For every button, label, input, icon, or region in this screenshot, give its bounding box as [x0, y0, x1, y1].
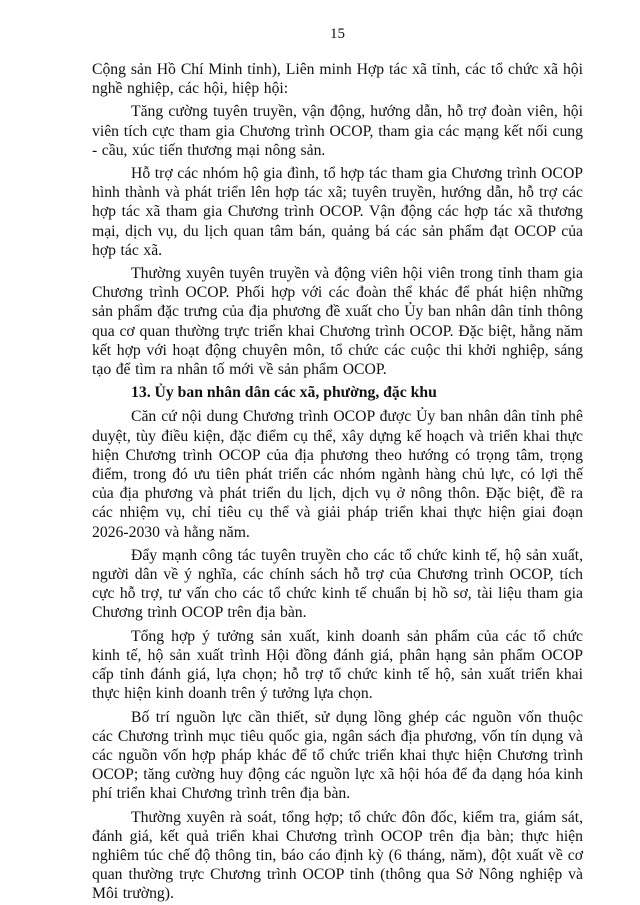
paragraph: Thường xuyên rà soát, tổng hợp; tổ chức đôn đốc, kiểm tra, giám sát, đánh giá, kết quả triển khai Chương trình OCOP trên địa bàn; thực hiện nghiêm túc chế độ thông tin, báo cáo định kỳ (6 tháng, năm), đột xuất về cơ quan thường trực Chương trình OCOP tỉnh (thông qua Sở Nông nghiệp và Môi trường). — [92, 808, 583, 903]
paragraph: Đẩy mạnh công tác tuyên truyền cho các tổ chức kinh tế, hộ sản xuất, người dân về ý nghĩa, các chính sách hỗ trợ của Chương trình OCOP, tích cực hỗ trợ, tư vấn cho các tổ chức kinh tế chuẩn bị hồ sơ, tài liệu tham gia Chương trình OCOP trên địa bàn. — [92, 546, 583, 622]
paragraph: Căn cứ nội dung Chương trình OCOP được Ủy ban nhân dân tỉnh phê duyệt, tùy điều kiện, đặc điểm cụ thể, xây dựng kế hoạch và triển khai thực hiện Chương trình OCOP của địa phương theo hướng có trọng tâm, trọng điểm, trong đó ưu tiên phát triển các nhóm ngành hàng chủ lực, có lợi thế của địa phương và phát triển du lịch, dịch vụ ở nông thôn. Đặc biệt, đề ra các nhiệm vụ, chỉ tiêu cụ thể và giải pháp triển khai thực hiện giai đoạn 2026-2030 và hằng năm. — [92, 408, 583, 541]
page-number: 15 — [330, 26, 345, 42]
paragraph: Hỗ trợ các nhóm hộ gia đình, tổ hợp tác tham gia Chương trình OCOP hình thành và phát triển lên hợp tác xã; tuyên truyền, hướng dẫn, hỗ trợ các hợp tác xã tham gia Chương trình OCOP. Vận động các hợp tác xã thương mại, dịch vụ, du lịch quan tâm bán, quảng bá các sản phẩm đạt OCOP của hợp tác xã. — [92, 165, 583, 259]
paragraph: Cộng sản Hồ Chí Minh tỉnh), Liên minh Hợp tác xã tỉnh, các tổ chức xã hội nghề nghiệp, các hội, hiệp hội: — [92, 61, 583, 98]
section-heading: 13. Ủy ban nhân dân các xã, phường, đặc khu — [131, 384, 437, 402]
paragraph: Tăng cường tuyên truyền, vận động, hướng dẫn, hỗ trợ đoàn viên, hội viên tích cực tham gia Chương trình OCOP, tham gia các mạng kết nối cung - cầu, xúc tiến thương mại nông sản. — [92, 103, 583, 159]
paragraph: Bố trí nguồn lực cần thiết, sử dụng lồng ghép các nguồn vốn thuộc các Chương trình mục tiêu quốc gia, ngân sách địa phương, vốn tín dụng và các nguồn vốn hợp pháp khác để tổ chức triển khai thực hiện Chương trình OCOP; tăng cường huy động các nguồn lực xã hội hóa để đa dạng hóa kinh phí triển khai Chương trình trên địa bàn. — [92, 708, 583, 803]
paragraph: Tổng hợp ý tưởng sản xuất, kinh doanh sản phẩm của các tổ chức kinh tế, hộ sản xuất trình Hội đồng đánh giá, phân hạng sản phẩm OCOP cấp tỉnh đánh giá, lựa chọn; hỗ trợ tổ chức kinh tế hộ, sản xuất triển khai thực hiện kinh doanh trên ý tưởng lựa chọn. — [92, 627, 583, 703]
paragraph: Thường xuyên tuyên truyền và động viên hội viên trong tỉnh tham gia Chương trình OCOP. Phối hợp với các đoàn thể khác để phát hiện những sản phẩm đặc trưng của địa phương đề xuất cho Ủy ban nhân dân tỉnh thông qua cơ quan thường trực triển khai Chương trình OCOP. Đặc biệt, hằng năm kết hợp với hoạt động chuyên môn, tổ chức các cuộc thi khởi nghiệp, sáng tạo để tìm ra nhân tố mới về sản phẩm OCOP. — [92, 265, 583, 379]
